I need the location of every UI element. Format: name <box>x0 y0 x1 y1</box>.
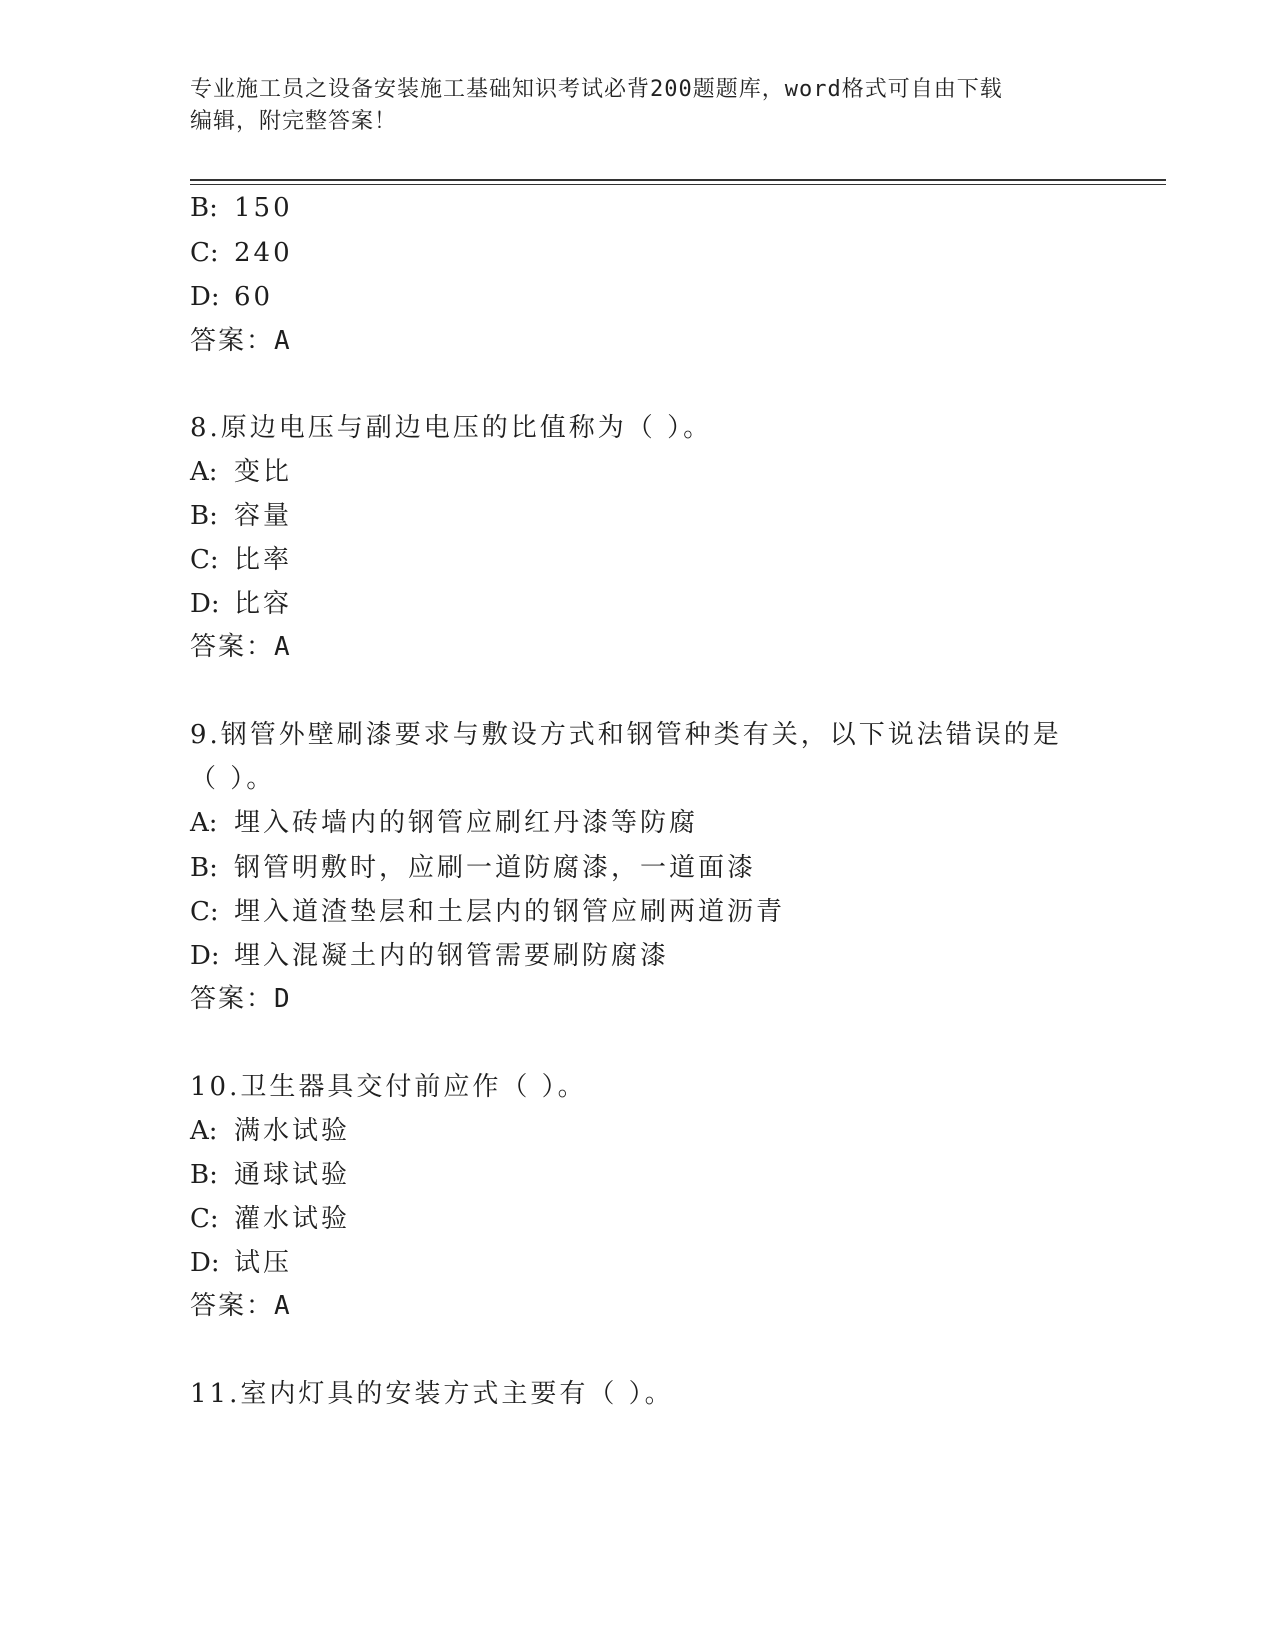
header-line-2: 编辑，附完整答案！ <box>190 109 398 134</box>
option-key: D: <box>190 1248 220 1278</box>
option-line <box>190 1246 292 1280</box>
option-key: A: <box>190 457 218 487</box>
option-line <box>190 806 698 840</box>
option-key: A: <box>190 808 218 838</box>
question-text: 8.原边电压与副边电压的比值称为（ ）。 <box>190 413 713 443</box>
option-key: A: <box>190 1116 218 1146</box>
option-key: C: <box>190 1204 219 1234</box>
answer-line: 答案：A <box>190 632 292 662</box>
option-line <box>190 499 292 533</box>
option-key: D: <box>190 941 220 971</box>
header-line-1: 专业施工员之设备安装施工基础知识考试必背200题题库，word格式可自由下载 <box>190 77 1003 102</box>
header-divider-thin <box>190 184 1166 185</box>
header-divider-thick <box>190 179 1166 181</box>
option-text: 容量 <box>234 501 293 531</box>
option-line <box>190 895 785 929</box>
answer-line: 答案：A <box>190 1291 292 1321</box>
option-key: C: <box>190 238 219 268</box>
option-line <box>190 587 292 621</box>
option-text: 150 <box>234 193 293 223</box>
option-text: 通球试验 <box>234 1160 351 1190</box>
option-line <box>190 1114 350 1148</box>
option-text: 60 <box>234 282 274 312</box>
option-text: 240 <box>234 238 293 268</box>
option-key: B: <box>190 193 218 223</box>
option-line <box>190 236 293 270</box>
document-header <box>190 74 1090 138</box>
option-text: 满水试验 <box>234 1116 351 1146</box>
option-text: 灌水试验 <box>234 1204 351 1234</box>
question-text: 9.钢管外壁刷漆要求与敷设方式和钢管种类有关，以下说法错误的是 <box>190 720 1062 750</box>
option-line <box>190 1202 350 1236</box>
option-line <box>190 939 669 973</box>
option-key: B: <box>190 1160 218 1190</box>
option-line <box>190 280 273 314</box>
answer-line: 答案：D <box>190 984 292 1014</box>
option-line <box>190 543 292 577</box>
answer-line: 答案：A <box>190 326 292 356</box>
option-text: 埋入混凝土内的钢管需要刷防腐漆 <box>234 941 670 971</box>
option-key: D: <box>190 589 220 619</box>
option-key: B: <box>190 501 218 531</box>
option-text: 变比 <box>234 457 293 487</box>
question-text-continued: （ ）。 <box>190 764 276 794</box>
option-line <box>190 455 292 489</box>
option-text: 埋入砖墙内的钢管应刷红丹漆等防腐 <box>234 808 699 838</box>
question-text: 11.室内灯具的安装方式主要有（ ）。 <box>190 1379 674 1409</box>
option-key: C: <box>190 545 219 575</box>
option-line <box>190 191 293 225</box>
option-line <box>190 1158 350 1192</box>
question-text: 10.卫生器具交付前应作（ ）。 <box>190 1072 587 1102</box>
option-text: 比容 <box>234 589 293 619</box>
option-text: 试压 <box>234 1248 293 1278</box>
option-text: 比率 <box>234 545 293 575</box>
option-key: C: <box>190 897 219 927</box>
option-line <box>190 851 756 885</box>
option-key: B: <box>190 853 218 883</box>
option-key: D: <box>190 282 220 312</box>
option-text: 埋入道渣垫层和土层内的钢管应刷两道沥青 <box>234 897 786 927</box>
option-text: 钢管明敷时，应刷一道防腐漆，一道面漆 <box>234 853 757 883</box>
